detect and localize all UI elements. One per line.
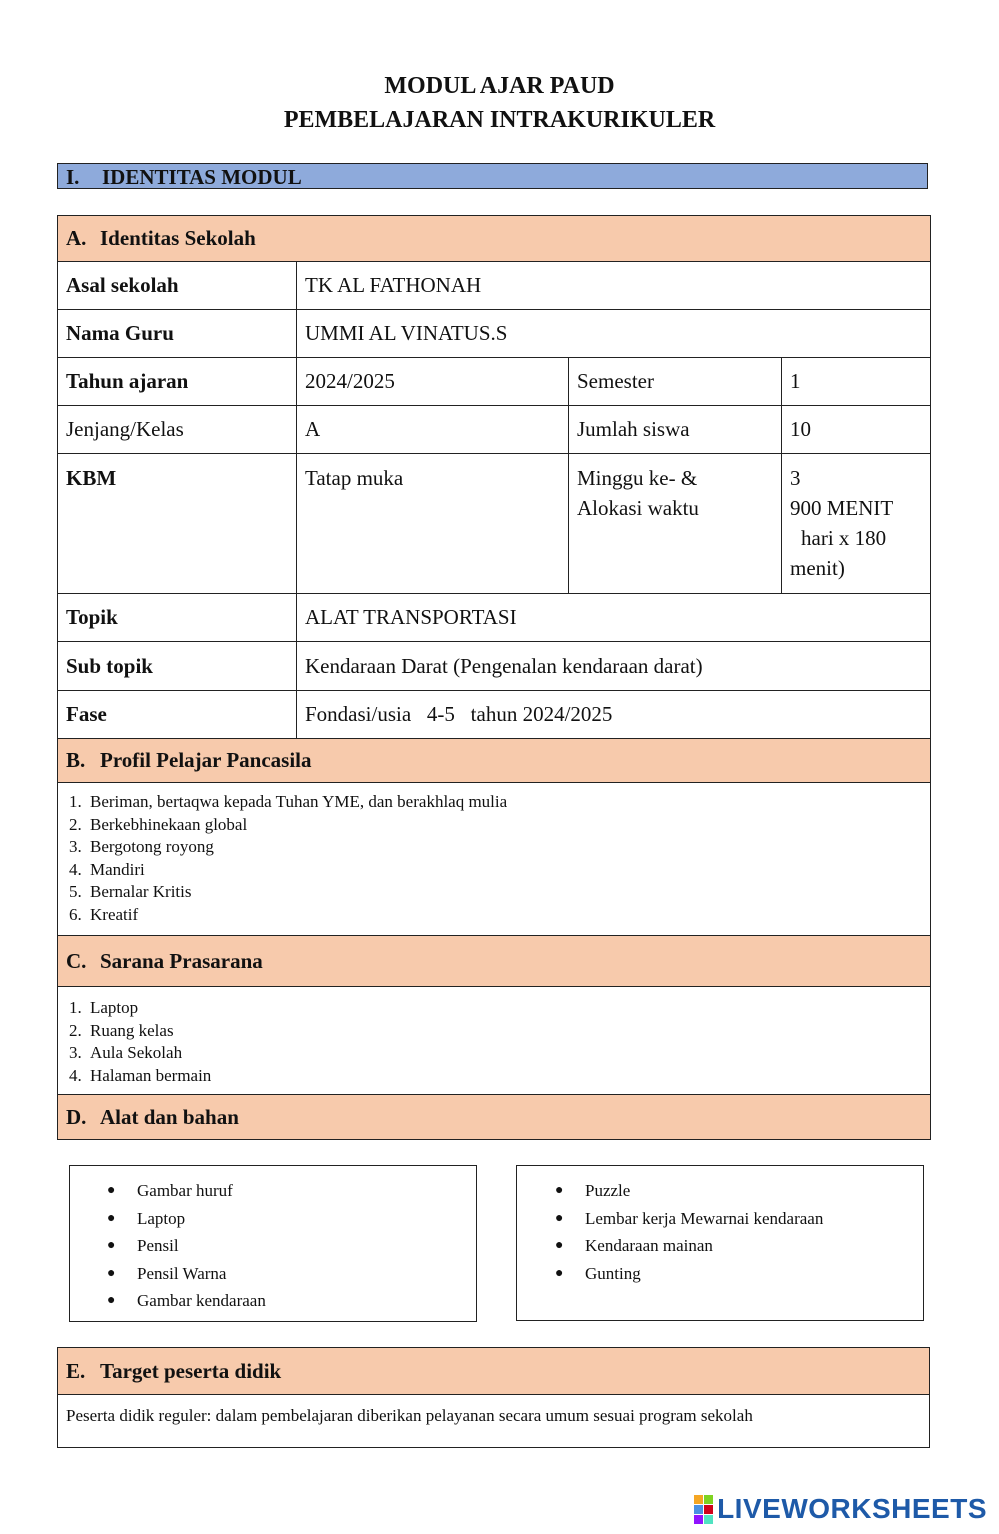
bullet-icon: ● xyxy=(555,1265,564,1281)
list-item: 1. Laptop xyxy=(86,997,930,1020)
label-tahun-ajaran: Tahun ajaran xyxy=(58,358,297,406)
value-kbm: Tatap muka xyxy=(305,466,404,490)
header-letter: A. xyxy=(66,226,87,250)
row-jenjang-kelas xyxy=(58,406,931,454)
profil-list xyxy=(58,783,930,933)
label-minggu-line2: Alokasi waktu xyxy=(577,496,699,520)
header-title: Target peserta didik xyxy=(100,1358,282,1383)
target-table xyxy=(57,1347,930,1448)
list-item: 1. Beriman, bertaqwa kepada Tuhan YME, dan berakhlaq mulia xyxy=(86,791,930,814)
row-kbm xyxy=(58,454,931,594)
list-item: 2. Ruang kelas xyxy=(86,1020,930,1043)
header-title: Profil Pelajar Pancasila xyxy=(100,748,312,772)
value-fase: Fondasi/usia 4-5 tahun 2024/2025 xyxy=(297,691,931,739)
list-item: 6. Kreatif xyxy=(86,904,930,927)
target-text: Peserta didik reguler: dalam pembelajaran diberikan pelayanan secara umum sesuai program sekolah xyxy=(58,1395,930,1448)
list-item: 3. Bergotong royong xyxy=(86,836,930,859)
list-item xyxy=(555,1177,923,1205)
section-title: IDENTITAS MODUL xyxy=(102,165,302,189)
row-sub-topik xyxy=(58,642,931,691)
label-nama-guru: Nama Guru xyxy=(58,310,297,358)
list-item: 5. Bernalar Kritis xyxy=(86,881,930,904)
header-identitas-sekolah xyxy=(58,216,931,262)
section-number: I. xyxy=(66,165,80,189)
alat-bahan-right-box xyxy=(516,1165,924,1321)
list-item-text: Pensil Warna xyxy=(137,1263,227,1283)
list-item-text: Lembar kerja Mewarnai kendaraan xyxy=(585,1208,824,1228)
bullet-icon: ● xyxy=(107,1210,116,1226)
label-semester: Semester xyxy=(569,358,782,406)
row-nama-guru xyxy=(58,310,931,358)
section-identitas-modul xyxy=(57,163,928,189)
list-item-text: Laptop xyxy=(137,1208,186,1228)
header-alat-bahan xyxy=(58,1095,931,1140)
list-item xyxy=(107,1232,476,1260)
alat-right-list xyxy=(517,1166,923,1287)
sarana-list xyxy=(58,987,930,1093)
watermark-text: LIVEWORKSHEETS xyxy=(717,1493,987,1524)
document-subtitle: PEMBELAJARAN INTRAKURIKULER xyxy=(283,107,716,133)
header-letter: B. xyxy=(66,748,86,772)
list-item-text: Puzzle xyxy=(585,1181,631,1200)
bullet-icon: ● xyxy=(555,1183,564,1198)
list-item: 2. Berkebhinekaan global xyxy=(86,814,930,837)
list-item xyxy=(107,1205,476,1233)
list-item xyxy=(555,1260,923,1288)
value-jumlah-siswa: 10 xyxy=(782,406,931,454)
list-item xyxy=(107,1260,476,1288)
row-profil-list xyxy=(58,783,931,936)
header-letter: D. xyxy=(66,1104,87,1129)
value-nama-guru: UMMI AL VINATUS.S xyxy=(297,310,931,358)
label-jenjang-kelas: Jenjang/Kelas xyxy=(58,406,297,454)
header-profil-pelajar xyxy=(58,739,931,783)
list-item-text: Kendaraan mainan xyxy=(585,1236,713,1255)
label-kbm: KBM xyxy=(66,466,117,490)
list-item xyxy=(107,1287,476,1315)
label-fase: Fase xyxy=(58,691,297,739)
list-item: 3. Aula Sekolah xyxy=(86,1042,930,1065)
row-fase xyxy=(58,691,931,739)
value-minggu-line1: 3 xyxy=(790,466,801,490)
alat-bahan-left-box xyxy=(69,1165,477,1322)
value-minggu-alokasi xyxy=(790,454,922,583)
value-asal-sekolah: TK AL FATHONAH xyxy=(297,262,931,310)
list-item: 4. Halaman bermain xyxy=(86,1065,930,1088)
value-sub-topik: Kendaraan Darat (Pengenalan kendaraan darat) xyxy=(297,642,931,691)
identitas-table xyxy=(57,215,931,1140)
list-item-text: Gunting xyxy=(585,1263,641,1283)
bullet-icon: ● xyxy=(107,1238,116,1253)
bullet-icon: ● xyxy=(107,1183,116,1198)
value-minggu-line4: menit) xyxy=(790,556,845,580)
bullet-icon: ● xyxy=(107,1293,116,1308)
alat-left-list xyxy=(70,1166,476,1315)
header-letter: C. xyxy=(66,948,87,973)
bullet-icon: ● xyxy=(555,1210,564,1226)
bullet-icon: ● xyxy=(555,1238,564,1253)
liveworksheets-watermark xyxy=(694,1494,987,1524)
list-item-text: Gambar kendaraan xyxy=(137,1291,266,1310)
header-letter: E. xyxy=(66,1358,86,1383)
header-title: Sarana Prasarana xyxy=(100,948,263,973)
list-item xyxy=(107,1177,476,1205)
value-topik: ALAT TRANSPORTASI xyxy=(297,594,931,642)
label-topik: Topik xyxy=(58,594,297,642)
header-title: Alat dan bahan xyxy=(100,1104,239,1129)
row-target-text xyxy=(58,1395,930,1448)
row-asal-sekolah xyxy=(58,262,931,310)
row-tahun-ajaran xyxy=(58,358,931,406)
label-jumlah-siswa: Jumlah siswa xyxy=(569,406,782,454)
header-sarana-prasarana xyxy=(58,936,931,987)
value-semester: 1 xyxy=(782,358,931,406)
header-title: Identitas Sekolah xyxy=(100,226,256,250)
bullet-icon: ● xyxy=(107,1265,116,1281)
row-sarana-list xyxy=(58,987,931,1095)
liveworksheets-logo-icon xyxy=(694,1495,713,1524)
list-item xyxy=(555,1205,923,1233)
label-minggu-line1: Minggu ke- & xyxy=(577,466,698,490)
label-asal-sekolah: Asal sekolah xyxy=(58,262,297,310)
list-item-text: Gambar huruf xyxy=(137,1181,233,1200)
list-item: 4. Mandiri xyxy=(86,859,930,882)
value-jenjang-kelas: A xyxy=(297,406,569,454)
label-minggu-alokasi xyxy=(577,454,773,523)
row-topik xyxy=(58,594,931,642)
value-minggu-line2: 900 MENIT xyxy=(790,496,894,520)
value-minggu-line3: hari x 180 xyxy=(801,526,887,550)
document-title: MODUL AJAR PAUD xyxy=(384,73,615,99)
value-tahun-ajaran: 2024/2025 xyxy=(297,358,569,406)
label-sub-topik: Sub topik xyxy=(58,642,297,691)
header-target-peserta xyxy=(58,1348,930,1395)
list-item xyxy=(555,1232,923,1260)
list-item-text: Pensil xyxy=(137,1236,179,1255)
